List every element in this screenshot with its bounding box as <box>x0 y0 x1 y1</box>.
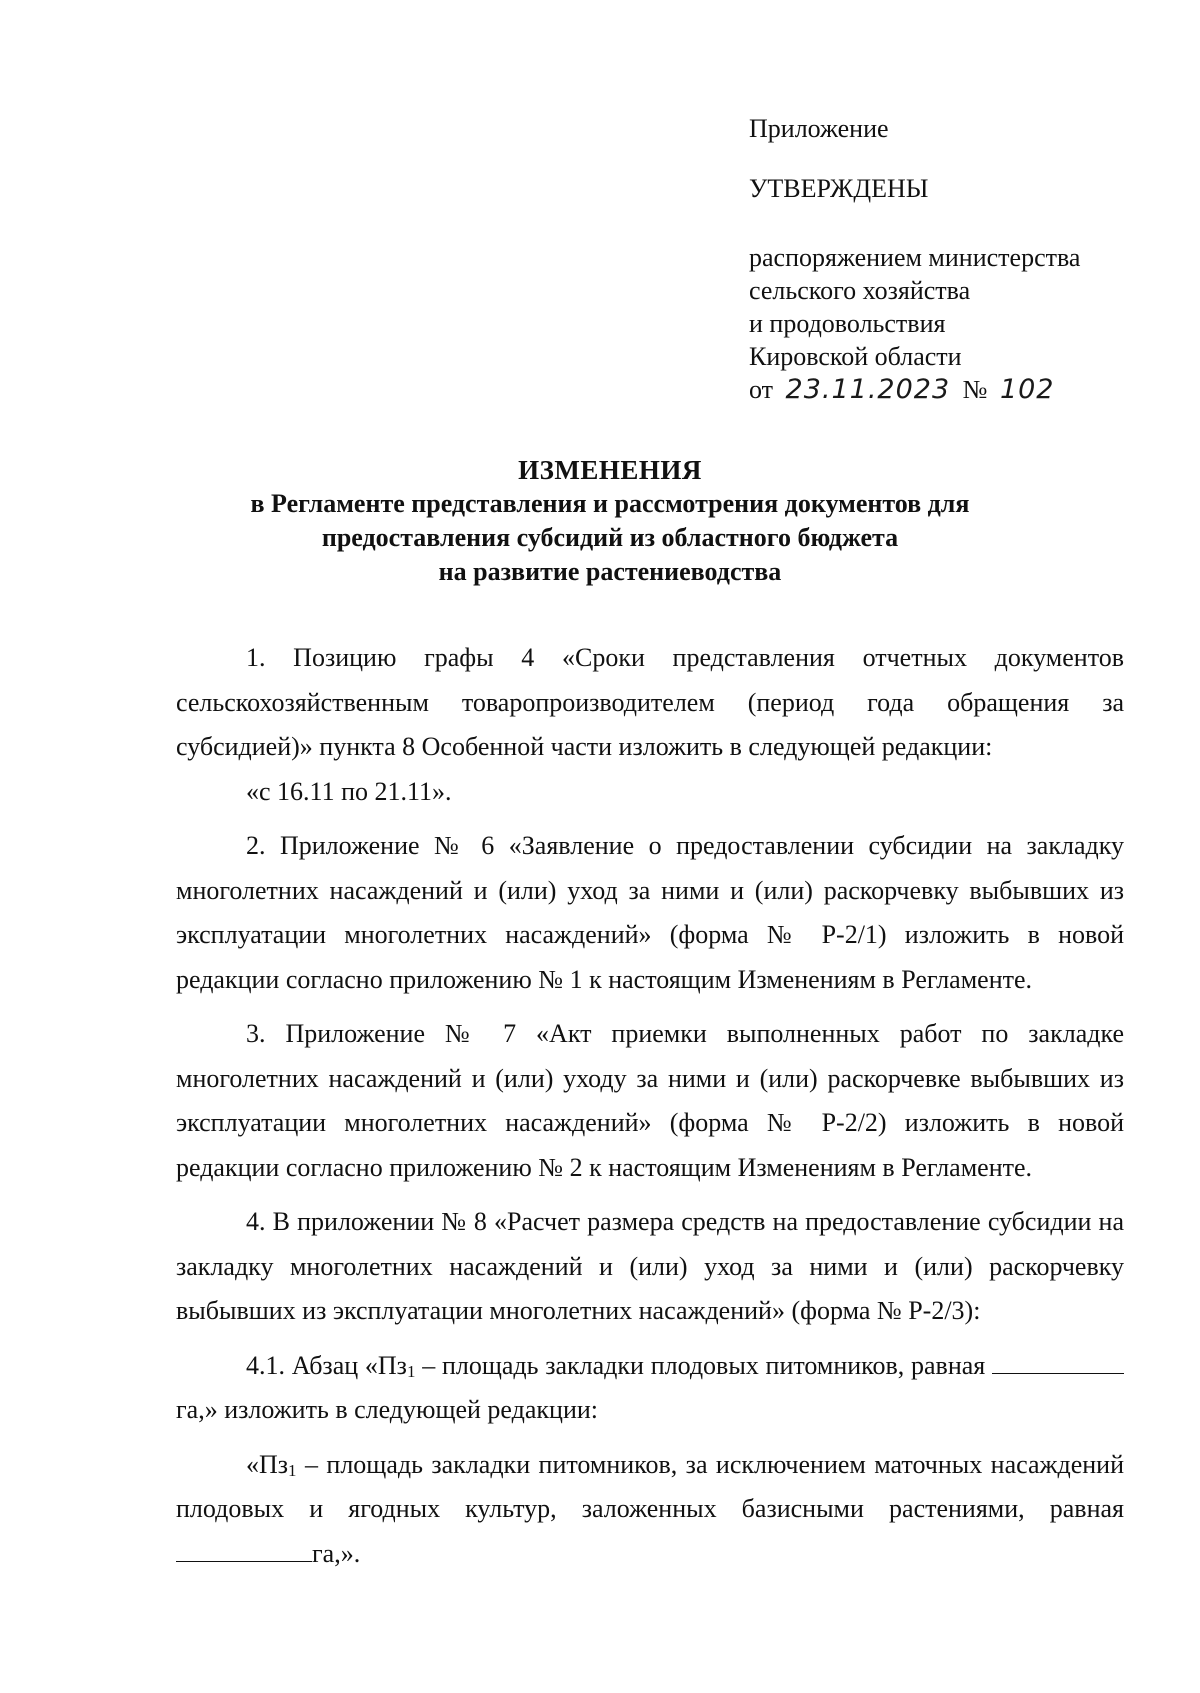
paragraph-2: 2. Приложение № 6 «Заявление о предоставлении субсидии на закладку многолетних насаждений и (или) уход за ними и (или) раскорчевку выбывших из эксплуатации многолетних насаждений» (форма № Р-2/1) изложить в новой редакции согласно приложению № 1 к настоящим Изменениям в Регламенте. <box>176 831 1124 994</box>
title-line-3: на развитие растениеводства <box>438 557 782 586</box>
approval-block <box>749 112 1129 406</box>
p41-end: – площадь закладки плодовых питомников, равная <box>415 1350 992 1380</box>
blank-field-1 <box>992 1351 1124 1374</box>
p41-subscript: 1 <box>406 1361 416 1381</box>
paragraph-4-1 <box>176 1344 1124 1433</box>
paragraph-3: 3. Приложение № 7 «Акт приемки выполненных работ по закладке многолетних насаждений и (или) уходу за ними и (или) раскорчевке выбывших из эксплуатации многолетних насаждений» (форма № Р-2/2) изложить в новой редакции согласно приложению № 2 к настоящим Изменениям в Регламенте. <box>176 1019 1124 1182</box>
handwritten-date: 23.11.2023 <box>785 374 951 405</box>
paragraph-1-quote: «с 16.11 по 21.11». <box>246 776 452 806</box>
paragraph-4: 4. В приложении № 8 «Расчет размера средств на предоставление субсидии на закладку многолетних насаждений и (или) уход за ними и (или) раскорчевку выбывших из эксплуатации многолетних насаждений» (форма № Р-2/3): <box>176 1207 1124 1325</box>
title-line-1: в Регламенте представления и рассмотрения документов для <box>250 489 970 518</box>
date-number-row <box>749 373 1129 406</box>
p42-start: «Пз <box>246 1449 289 1479</box>
date-prefix: от <box>749 375 774 404</box>
p41-start: 4.1. Абзац «Пз <box>246 1350 407 1380</box>
approved-label: УТВЕРЖДЕНЫ <box>749 174 929 203</box>
appendix-label: Приложение <box>749 114 889 143</box>
paragraph-4-2 <box>176 1443 1124 1577</box>
handwritten-number: 102 <box>999 374 1055 405</box>
document-title <box>180 453 1040 589</box>
title-main: ИЗМЕНЕНИЯ <box>518 455 702 485</box>
approved-by-line-2: сельского хозяйства <box>749 276 971 305</box>
approved-by-line-4: Кировской области <box>749 342 962 371</box>
approved-by-line-3: и продовольствия <box>749 309 946 338</box>
p41-tail: га,» изложить в следующей редакции: <box>176 1395 598 1424</box>
approved-by-line-1: распоряжением министерства <box>749 243 1081 272</box>
p42-end: – площадь закладки питомников, за исключением маточных насаждений плодовых и ягодных культур, заложенных базисными растениями, равная <box>176 1449 1124 1523</box>
number-sign: № <box>962 375 988 404</box>
title-line-2: предоставления субсидий из областного бюджета <box>321 523 899 552</box>
document-body <box>176 636 1124 1576</box>
blank-field-2 <box>176 1539 312 1562</box>
paragraph-1: 1. Позицию графы 4 «Сроки представления отчетных документов сельскохозяйственным товаропроизводителем (период года обращения за субсидией)» пункта 8 Особенной части изложить в следующей редакции: <box>176 643 1124 761</box>
p42-tail: га,». <box>312 1538 361 1568</box>
p42-subscript: 1 <box>288 1460 297 1480</box>
